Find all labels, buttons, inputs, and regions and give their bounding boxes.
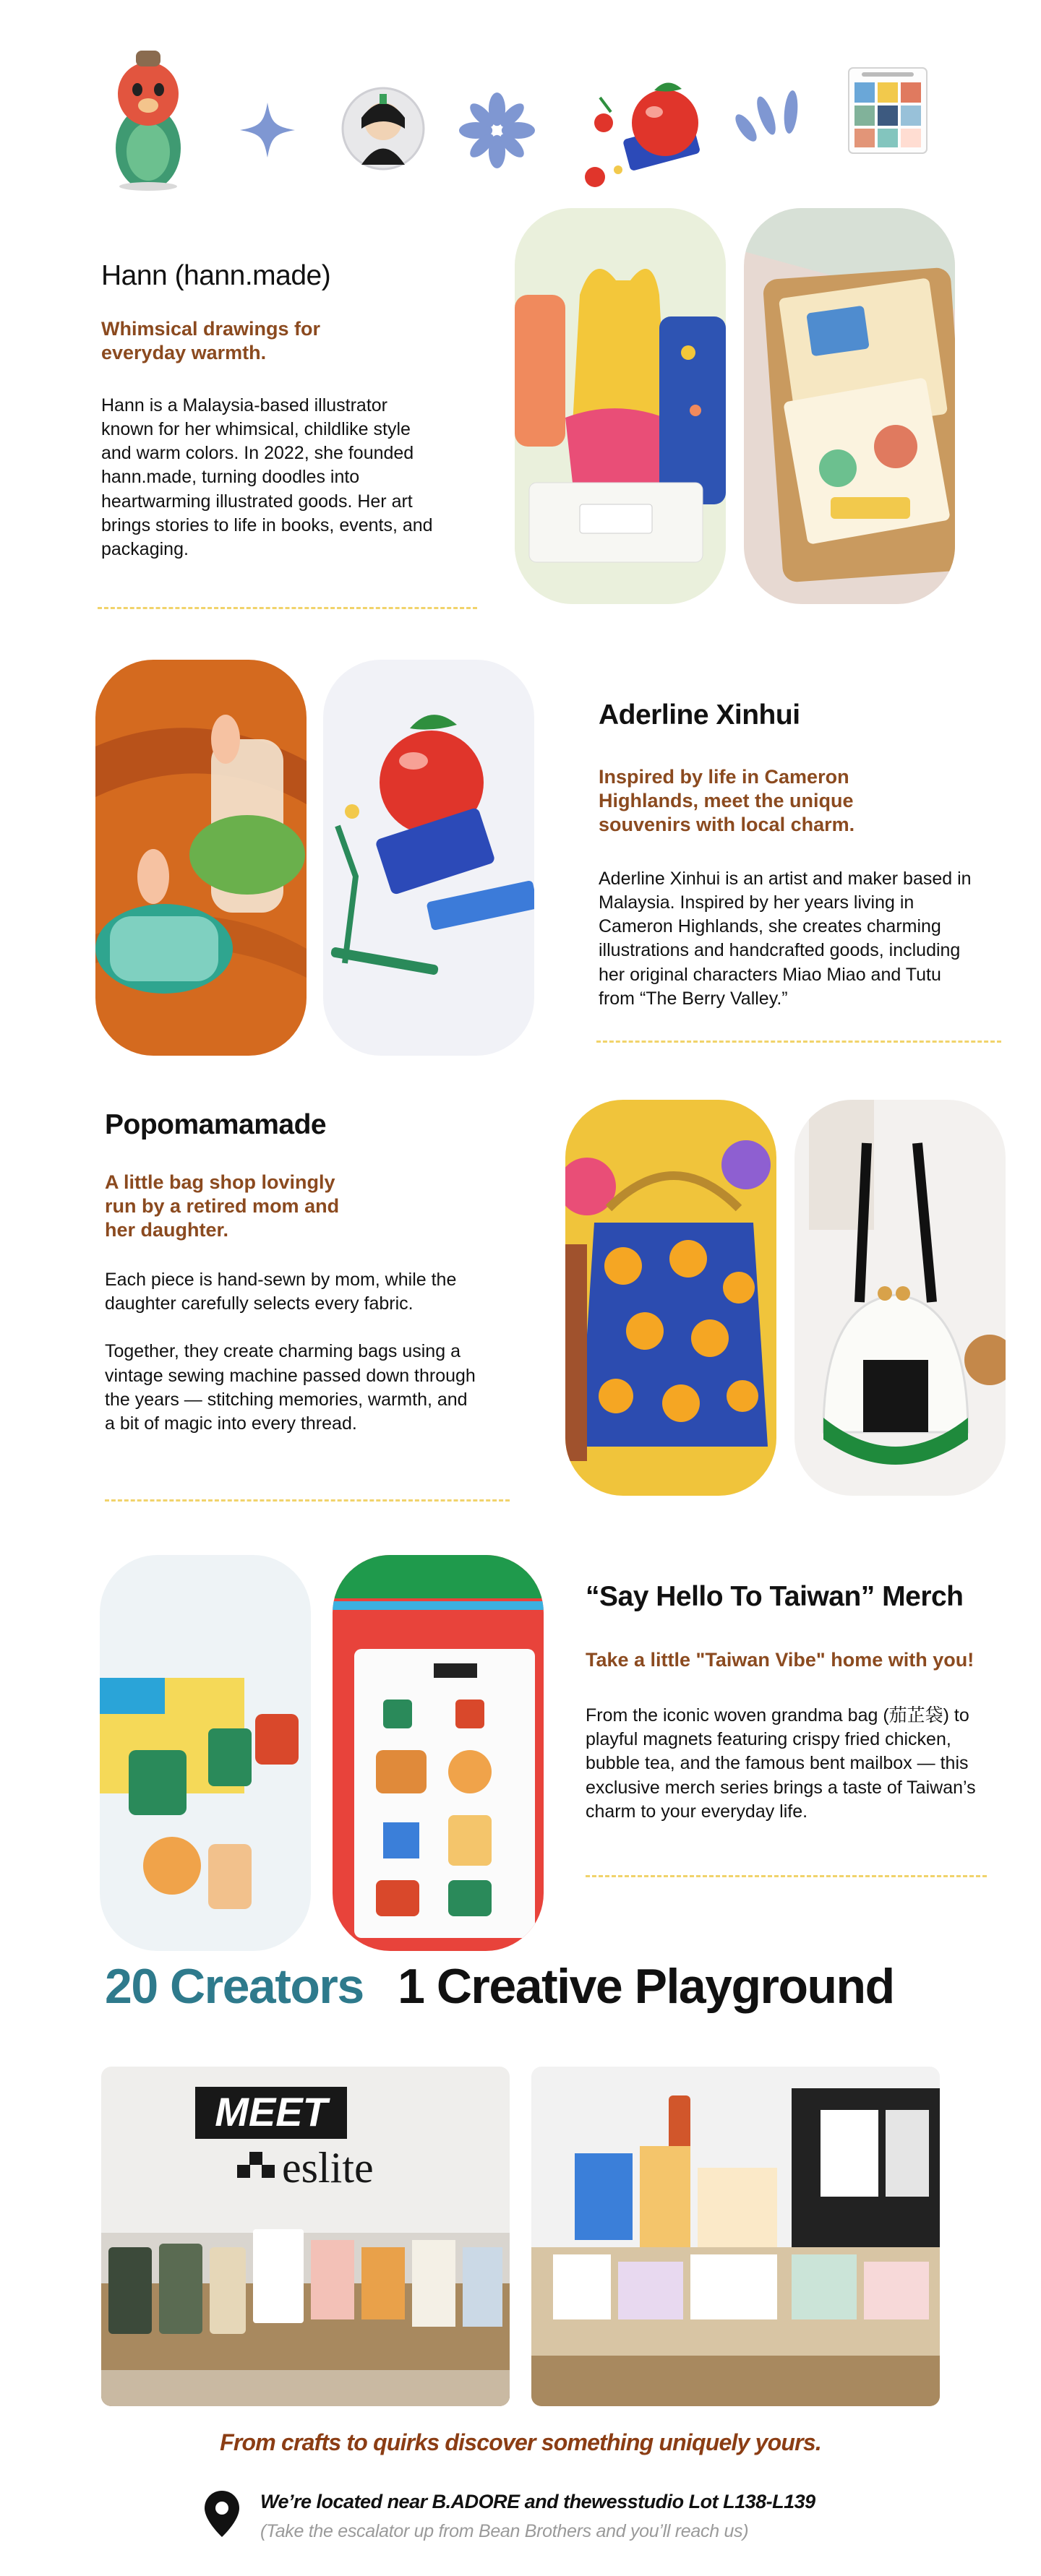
vendor-description: Each piece is hand-sewn by mom, while the daughter carefully selects every fabric. Together, they create charming bags using a vintage sewing machine passed down through the years — stitching memories, warmth, and a bit of magic into every thread.	[105, 1269, 476, 1434]
vendor-description: From the iconic woven grandma bag (茄芷袋) to playful magnets featuring crispy fried chicken, bubble tea, and the famous bent mailbox — this exclusive merch series brings a taste of Taiwan’s charm to your everyday life.	[586, 1705, 976, 1822]
vendor-tagline: Take a little "Taiwan Vibe" home with you!	[586, 1648, 974, 1671]
vendor-description: Hann is a Malaysia-based illustrator known for her whimsical, childlike style and warm colors. In 2022, she founded hann.made, turning doodles into heartwarming illustrated goods. Her art brings stories to life in books, events, and packaging.	[101, 395, 433, 560]
headline-creators-count: 20 Creators	[105, 1959, 364, 2014]
sparkle-icon	[239, 101, 296, 159]
shop-sign-eslite: eslite	[282, 2144, 374, 2192]
vendor-tagline: Inspired by life in Cameron Highlands, meet the unique souvenirs with local charm.	[599, 765, 855, 835]
section-divider	[586, 1875, 987, 1877]
product-photo-magnets	[100, 1555, 311, 1951]
location-text: We’re located near B.ADORE and thewesstudio Lot L138-L139	[260, 2491, 815, 2512]
vendor-aderline	[599, 699, 989, 1011]
shop-photo-display-table	[531, 2067, 940, 2406]
vendor-taiwan-merch	[586, 1581, 1012, 1824]
shop-sign-meet: MEET	[215, 2089, 327, 2135]
product-photo-stickers	[744, 208, 955, 604]
product-photo-sticker-sheet	[333, 1555, 544, 1951]
vendor-tagline: A little bag shop lovingly run by a retired mom and her daughter.	[105, 1171, 340, 1241]
shop-photo-meet-eslite	[101, 2067, 510, 2406]
vendor-name: Aderline Xinhui	[599, 699, 800, 731]
creators-headline	[105, 1958, 894, 2015]
postcard-sticker	[847, 66, 928, 155]
section-divider	[105, 1499, 510, 1502]
product-photo-keychains	[95, 660, 307, 1056]
product-photo-apple-charm	[323, 660, 534, 1056]
location-directions: (Take the escalator up from Bean Brothers and you’ll reach us)	[260, 2521, 749, 2541]
decorative-strokes-icon	[730, 83, 802, 148]
clay-figure-sticker	[108, 43, 188, 191]
vendor-tagline: Whimsical drawings for everyday warmth.	[101, 317, 321, 363]
section-divider	[98, 607, 477, 609]
product-photo-pouches	[515, 208, 726, 604]
vendor-name: Popomamamade	[105, 1109, 327, 1140]
location-pin-icon	[202, 2489, 241, 2538]
footer-tagline: From crafts to quirks discover something uniquely yours.	[220, 2429, 821, 2455]
vendor-popomamamade	[105, 1109, 510, 1436]
vendor-hann	[101, 260, 477, 561]
flower-icon	[459, 92, 535, 168]
vendor-name: “Say Hello To Taiwan” Merch	[586, 1581, 964, 1612]
sticker-strip	[0, 0, 1041, 202]
headline-playground: 1 Creative Playground	[398, 1959, 894, 2014]
character-badge-sticker	[340, 85, 427, 172]
product-photo-onigiri-bag	[794, 1100, 1006, 1496]
vendor-name: Hann (hann.made)	[101, 260, 331, 291]
section-divider	[596, 1041, 1001, 1043]
vendor-description: Aderline Xinhui is an artist and maker based in Malaysia. Inspired by her years living in Cameron Highlands, she creates charming illustrations and handcrafted goods, including her original characters Miao Miao and Tutu from “The Berry Valley.”	[599, 868, 972, 1009]
apple-charm-sticker	[582, 69, 712, 195]
product-photo-orange-bag	[565, 1100, 776, 1496]
